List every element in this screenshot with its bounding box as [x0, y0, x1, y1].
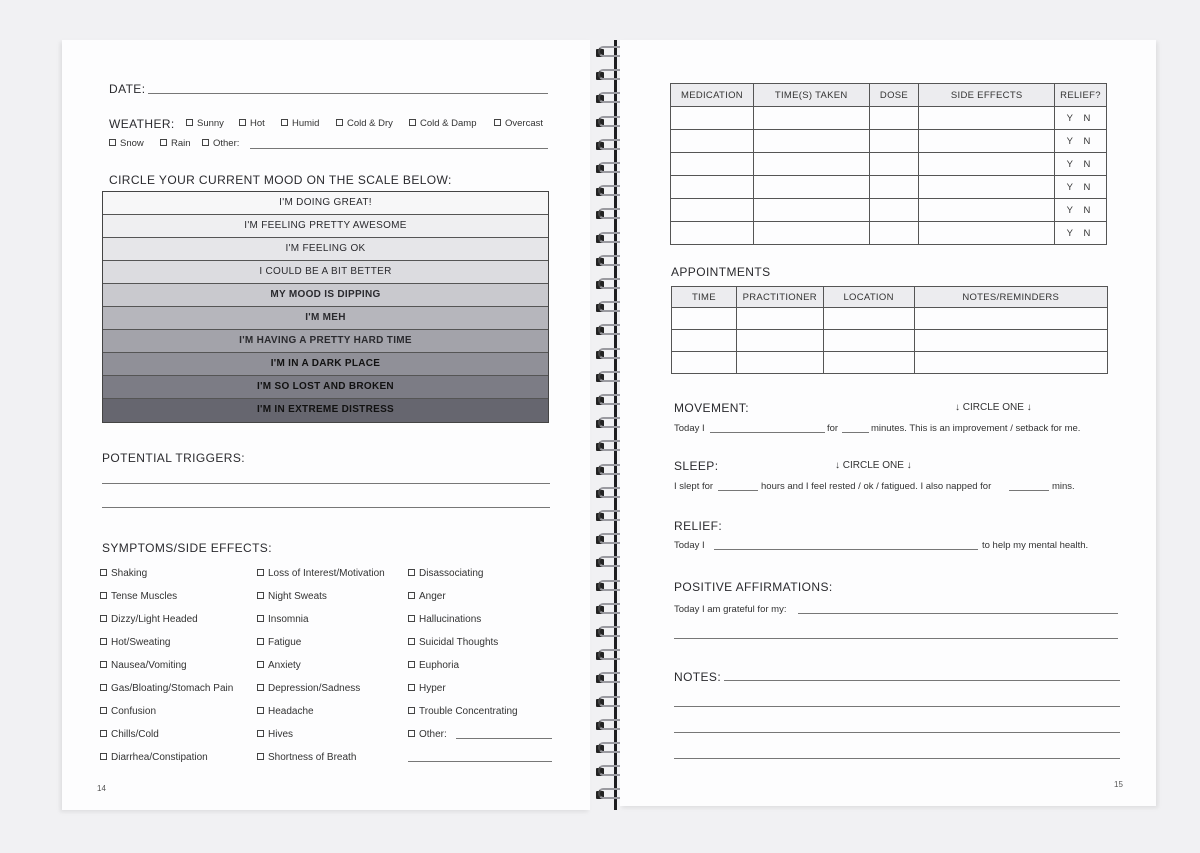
checkbox-icon[interactable]	[408, 684, 415, 691]
table-cell[interactable]	[753, 222, 869, 245]
table-cell[interactable]	[671, 153, 754, 176]
mood-row[interactable]: MY MOOD IS DIPPING	[103, 284, 548, 307]
triggers-line[interactable]	[102, 483, 550, 484]
symptom-item[interactable]: Nausea/Vomiting	[100, 660, 187, 671]
symptom-item[interactable]: Shaking	[100, 568, 147, 579]
symptom-item[interactable]: Fatigue	[257, 637, 301, 648]
checkbox-icon[interactable]	[109, 139, 116, 146]
table-cell[interactable]	[671, 107, 754, 130]
movement-label: MOVEMENT:	[674, 401, 749, 415]
table-cell[interactable]	[869, 199, 919, 222]
checkbox-icon[interactable]	[202, 139, 209, 146]
checkbox-icon[interactable]	[408, 615, 415, 622]
symptom-item[interactable]: Anger	[408, 591, 446, 602]
table-cell[interactable]	[919, 176, 1055, 199]
right-page	[620, 40, 1156, 806]
checkbox-icon[interactable]	[336, 119, 343, 126]
checkbox-icon[interactable]	[100, 661, 107, 668]
checkbox-icon[interactable]	[408, 707, 415, 714]
symptom-item[interactable]: Chills/Cold	[100, 729, 159, 740]
table-cell[interactable]	[869, 222, 919, 245]
symptom-item[interactable]: Confusion	[100, 706, 156, 717]
checkbox-icon[interactable]	[409, 119, 416, 126]
checkbox-icon[interactable]	[408, 592, 415, 599]
checkbox-icon[interactable]	[257, 638, 264, 645]
weather-option-humid[interactable]: Humid	[281, 118, 319, 129]
table-cell[interactable]	[672, 330, 737, 352]
movement-circle-one: ↓ CIRCLE ONE ↓	[955, 402, 1032, 413]
checkbox-icon[interactable]	[281, 119, 288, 126]
table-cell[interactable]	[736, 330, 823, 352]
checkbox-icon[interactable]	[100, 569, 107, 576]
checkbox-icon[interactable]	[160, 139, 167, 146]
page-number-left: 14	[97, 784, 106, 793]
affirmations-field[interactable]	[798, 613, 1118, 614]
checkbox-icon[interactable]	[100, 592, 107, 599]
symptom-item[interactable]: Hot/Sweating	[100, 637, 170, 648]
table-cell[interactable]	[919, 222, 1055, 245]
sleep-text-end: mins.	[1052, 481, 1075, 492]
symptom-item[interactable]: Disassociating	[408, 568, 483, 579]
movement-text-start: Today I	[674, 423, 705, 434]
affirmations-text: Today I am grateful for my:	[674, 604, 787, 615]
mood-row[interactable]: I'M FEELING PRETTY AWESOME	[103, 215, 548, 238]
table-cell[interactable]	[671, 199, 754, 222]
checkbox-icon[interactable]	[100, 638, 107, 645]
symptom-item[interactable]: Night Sweats	[257, 591, 327, 602]
relief-text-end: to help my mental health.	[982, 540, 1089, 551]
table-cell[interactable]	[753, 176, 869, 199]
weather-label: WEATHER:	[109, 117, 175, 131]
medication-table	[670, 83, 1107, 245]
table-cell[interactable]	[919, 153, 1055, 176]
appointments-table	[671, 286, 1108, 374]
movement-text-end: minutes. This is an improvement / setback for me.	[871, 423, 1081, 434]
symptom-item[interactable]: Diarrhea/Constipation	[100, 752, 208, 763]
notes-line[interactable]	[674, 758, 1120, 759]
table-cell[interactable]	[823, 352, 914, 374]
symptom-item[interactable]: Anxiety	[257, 660, 301, 671]
table-cell[interactable]	[823, 330, 914, 352]
checkbox-icon[interactable]	[257, 753, 264, 760]
relief-yn[interactable]: Y N	[1055, 153, 1107, 176]
notes-label: NOTES:	[674, 670, 722, 684]
weather-option-cold-damp[interactable]: Cold & Damp	[409, 118, 477, 129]
notes-line[interactable]	[674, 732, 1120, 733]
symptom-other-field[interactable]	[456, 738, 552, 739]
symptom-item[interactable]: Euphoria	[408, 660, 459, 671]
affirmations-field[interactable]	[674, 638, 1118, 639]
mood-row[interactable]: I'M IN A DARK PLACE	[103, 353, 548, 376]
table-cell[interactable]	[672, 308, 737, 330]
checkbox-icon[interactable]	[257, 684, 264, 691]
checkbox-icon[interactable]	[494, 119, 501, 126]
table-cell[interactable]	[672, 352, 737, 374]
movement-activity-field[interactable]	[710, 432, 825, 433]
symptom-item[interactable]: Depression/Sadness	[257, 683, 360, 694]
checkbox-icon[interactable]	[408, 661, 415, 668]
table-cell[interactable]	[919, 107, 1055, 130]
movement-minutes-field[interactable]	[842, 432, 869, 433]
table-cell[interactable]	[869, 107, 919, 130]
left-page	[62, 40, 590, 810]
column-header: RELIEF?	[1055, 84, 1107, 107]
appointments-label: APPOINTMENTS	[671, 265, 771, 279]
table-cell[interactable]	[869, 153, 919, 176]
checkbox-icon[interactable]	[257, 661, 264, 668]
checkbox-icon[interactable]	[100, 615, 107, 622]
symptom-item[interactable]: Trouble Concentrating	[408, 706, 518, 717]
table-cell[interactable]	[753, 153, 869, 176]
column-header: DOSE	[869, 84, 919, 107]
table-cell[interactable]	[671, 130, 754, 153]
weather-option-hot[interactable]: Hot	[239, 118, 265, 129]
page-number-right: 15	[1114, 780, 1123, 789]
table-cell[interactable]	[823, 308, 914, 330]
checkbox-icon[interactable]	[408, 730, 415, 737]
weather-option-sunny[interactable]: Sunny	[186, 118, 224, 129]
table-cell[interactable]	[914, 308, 1108, 330]
table-cell[interactable]	[671, 222, 754, 245]
mood-row[interactable]: I'M MEH	[103, 307, 548, 330]
sleep-text-start: I slept for	[674, 481, 714, 492]
symptom-other-field[interactable]	[408, 761, 552, 762]
triggers-line[interactable]	[102, 507, 550, 508]
column-header: LOCATION	[823, 287, 914, 308]
mood-row[interactable]: I'M SO LOST AND BROKEN	[103, 376, 548, 399]
table-cell[interactable]	[753, 130, 869, 153]
mood-heading: CIRCLE YOUR CURRENT MOOD ON THE SCALE BELOW:	[109, 173, 452, 187]
checkbox-icon[interactable]	[408, 638, 415, 645]
symptom-item[interactable]: Headache	[257, 706, 314, 717]
symptom-item[interactable]: Shortness of Breath	[257, 752, 356, 763]
checkbox-icon[interactable]	[257, 569, 264, 576]
table-cell[interactable]	[919, 199, 1055, 222]
symptom-item[interactable]: Tense Muscles	[100, 591, 177, 602]
weather-other-field[interactable]	[250, 148, 548, 149]
column-header: PRACTITIONER	[736, 287, 823, 308]
relief-yn[interactable]: Y N	[1055, 176, 1107, 199]
checkbox-icon[interactable]	[257, 707, 264, 714]
table-cell[interactable]	[736, 308, 823, 330]
table-cell[interactable]	[753, 199, 869, 222]
checkbox-icon[interactable]	[100, 684, 107, 691]
checkbox-icon[interactable]	[186, 119, 193, 126]
checkbox-icon[interactable]	[257, 592, 264, 599]
relief-label: RELIEF:	[674, 519, 723, 533]
weather-option-cold-dry[interactable]: Cold & Dry	[336, 118, 393, 129]
mood-row[interactable]: I'M HAVING A PRETTY HARD TIME	[103, 330, 548, 353]
notes-line[interactable]	[674, 706, 1120, 707]
affirmations-label: POSITIVE AFFIRMATIONS:	[674, 580, 833, 594]
table-cell[interactable]	[753, 107, 869, 130]
weather-option-rain[interactable]: Rain	[160, 138, 191, 149]
sleep-circle-one: ↓ CIRCLE ONE ↓	[835, 460, 912, 471]
table-cell[interactable]	[914, 352, 1108, 374]
mood-row[interactable]: I COULD BE A BIT BETTER	[103, 261, 548, 284]
symptoms-label: SYMPTOMS/SIDE EFFECTS:	[102, 541, 272, 555]
relief-yn[interactable]: Y N	[1055, 130, 1107, 153]
movement-text-for: for	[827, 423, 839, 434]
column-header: NOTES/REMINDERS	[914, 287, 1108, 308]
symptom-item[interactable]: Suicidal Thoughts	[408, 637, 498, 648]
relief-yn[interactable]: Y N	[1055, 199, 1107, 222]
sleep-nap-field[interactable]	[1009, 490, 1049, 491]
relief-yn[interactable]: Y N	[1055, 222, 1107, 245]
table-cell[interactable]	[914, 330, 1108, 352]
table-cell[interactable]	[869, 130, 919, 153]
checkbox-icon[interactable]	[100, 753, 107, 760]
weather-option-other[interactable]: Other:	[202, 138, 239, 149]
relief-field[interactable]	[714, 549, 978, 550]
table-cell[interactable]	[736, 352, 823, 374]
checkbox-icon[interactable]	[257, 615, 264, 622]
checkbox-icon[interactable]	[100, 707, 107, 714]
mood-scale	[102, 191, 549, 423]
table-cell[interactable]	[671, 176, 754, 199]
symptom-item[interactable]: Gas/Bloating/Stomach Pain	[100, 683, 233, 694]
checkbox-icon[interactable]	[257, 730, 264, 737]
symptom-item[interactable]: Dizzy/Light Headed	[100, 614, 198, 625]
table-cell[interactable]	[919, 130, 1055, 153]
relief-text-start: Today I	[674, 540, 705, 551]
notes-line[interactable]	[724, 680, 1120, 681]
triggers-label: POTENTIAL TRIGGERS:	[102, 451, 245, 465]
column-header: SIDE EFFECTS	[919, 84, 1055, 107]
symptom-item[interactable]: Hives	[257, 729, 293, 740]
symptom-item-other[interactable]: Other:	[408, 729, 447, 740]
symptom-item[interactable]: Hallucinations	[408, 614, 481, 625]
column-header: TIME	[672, 287, 737, 308]
checkbox-icon[interactable]	[408, 569, 415, 576]
date-field[interactable]	[148, 93, 548, 94]
sleep-text-middle: hours and I feel rested / ok / fatigued. I also napped for	[761, 481, 992, 492]
mood-row[interactable]: I'M DOING GREAT!	[103, 192, 548, 215]
weather-option-snow[interactable]: Snow	[109, 138, 144, 149]
relief-yn[interactable]: Y N	[1055, 107, 1107, 130]
symptom-item[interactable]: Insomnia	[257, 614, 309, 625]
symptom-item[interactable]: Hyper	[408, 683, 446, 694]
checkbox-icon[interactable]	[239, 119, 246, 126]
symptom-item[interactable]: Loss of Interest/Motivation	[257, 568, 385, 579]
column-header: MEDICATION	[671, 84, 754, 107]
checkbox-icon[interactable]	[100, 730, 107, 737]
mood-row[interactable]: I'M FEELING OK	[103, 238, 548, 261]
weather-option-overcast[interactable]: Overcast	[494, 118, 543, 129]
column-header: TIME(S) TAKEN	[753, 84, 869, 107]
sleep-hours-field[interactable]	[718, 490, 758, 491]
date-label: DATE:	[109, 82, 146, 96]
table-cell[interactable]	[869, 176, 919, 199]
sleep-label: SLEEP:	[674, 459, 719, 473]
mood-row[interactable]: I'M IN EXTREME DISTRESS	[103, 399, 548, 422]
